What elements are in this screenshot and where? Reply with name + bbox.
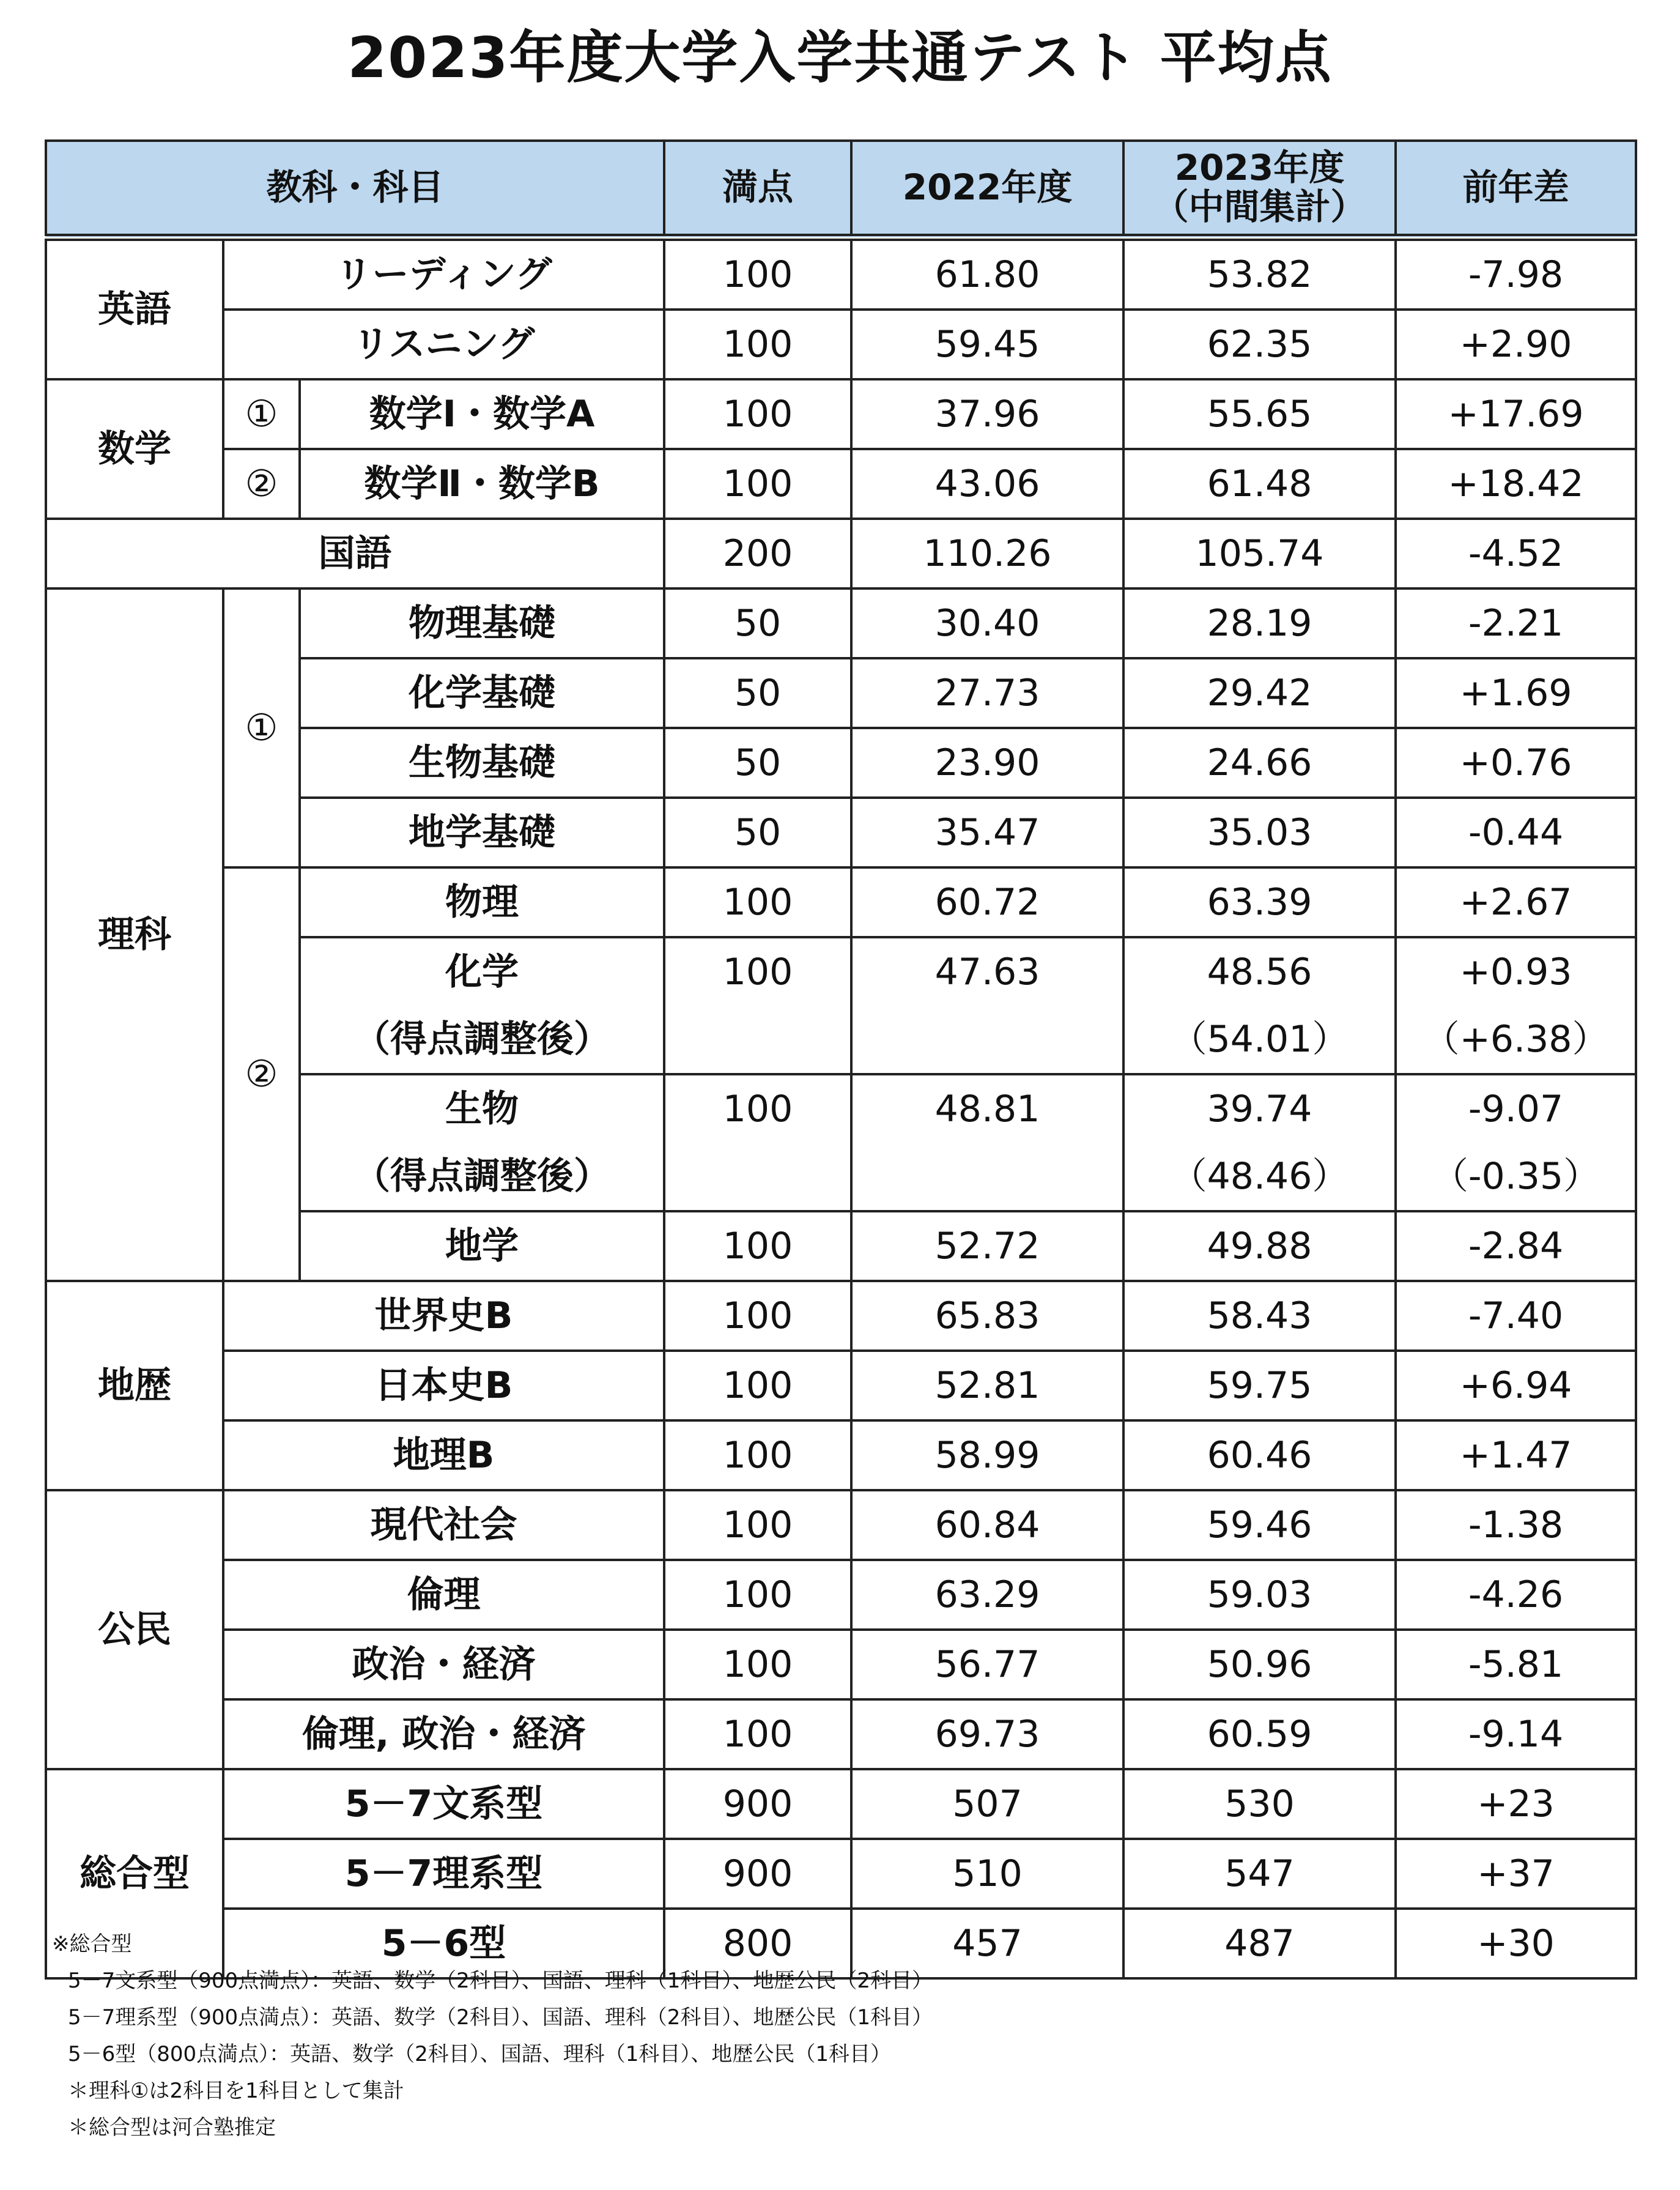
full-score: 100 (664, 1490, 851, 1560)
avg-2023: 61.48 (1123, 449, 1396, 519)
page-title: 2023年度大学入学共通テスト 平均点 (347, 25, 1333, 91)
subject-name: 5－7文系型 (223, 1769, 664, 1839)
full-score: 50 (664, 728, 851, 798)
diff-value: +17.69 (1396, 379, 1636, 449)
circled-number: ① (223, 379, 300, 449)
avg-2022: 110.26 (851, 519, 1123, 588)
avg-2022: 59.45 (851, 310, 1123, 379)
table-row (46, 1630, 1636, 1699)
diff-value: -4.52 (1396, 519, 1636, 588)
diff-value: +37 (1396, 1839, 1636, 1909)
diff-value: +30 (1396, 1909, 1636, 1978)
subject-name: 化学 (300, 937, 664, 1006)
full-score: 100 (664, 449, 851, 519)
header-2023-line1: 2023年度 (1174, 147, 1345, 189)
subject-name: 数学Ⅰ・数学A (300, 379, 664, 449)
diff-value: -1.38 (1396, 1490, 1636, 1560)
full-score: 100 (664, 379, 851, 449)
group-label-english: 英語 (46, 237, 223, 379)
full-score: 100 (664, 310, 851, 379)
full-score: 100 (664, 1211, 851, 1281)
full-score: 100 (664, 867, 851, 937)
header-2023-line2: （中間集計） (1153, 186, 1366, 228)
score-table (45, 139, 1637, 1980)
full-score: 100 (664, 1630, 851, 1699)
header-2022: 2022年度 (851, 141, 1123, 237)
header-row (46, 141, 1636, 237)
subject-name: 倫理, 政治・経済 (223, 1699, 664, 1769)
footnote-line: 5－7文系型（900点満点）：英語、数学（2科目）、国語、理科（1科目）、地歴公民（2科目） (68, 1969, 933, 1993)
avg-2022: 507 (851, 1769, 1123, 1839)
subject-name: 国語 (46, 519, 664, 588)
table-row (46, 1490, 1636, 1560)
subject-name: 地学基礎 (300, 798, 664, 867)
avg-2022: 43.06 (851, 449, 1123, 519)
diff-value: -4.26 (1396, 1560, 1636, 1630)
avg-2023: 24.66 (1123, 728, 1396, 798)
subject-name: リスニング (223, 310, 664, 379)
avg-2023: 28.19 (1123, 588, 1396, 658)
table-row (46, 379, 1636, 449)
diff-value: +1.47 (1396, 1420, 1636, 1490)
diff-value: +0.76 (1396, 728, 1636, 798)
avg-2022: 27.73 (851, 658, 1123, 728)
subject-name: 物理基礎 (300, 588, 664, 658)
avg-2023: 60.46 (1123, 1420, 1396, 1490)
full-score: 100 (664, 237, 851, 310)
avg-2022: 63.29 (851, 1560, 1123, 1630)
full-score: 50 (664, 658, 851, 728)
avg-2023: 63.39 (1123, 867, 1396, 937)
footnote-line: 5－6型（800点満点）：英語、数学（2科目）、国語、理科（1科目）、地歴公民（1科目） (68, 2042, 892, 2066)
avg-2022: 58.99 (851, 1420, 1123, 1490)
group-label-science: 理科 (46, 588, 223, 1281)
header-2023 (1123, 141, 1396, 237)
diff-value: -2.84 (1396, 1211, 1636, 1281)
avg-2023: 547 (1123, 1839, 1396, 1909)
full-score: 50 (664, 798, 851, 867)
avg-2023: 55.65 (1123, 379, 1396, 449)
full-score: 100 (664, 1281, 851, 1351)
full-score-empty (664, 1143, 851, 1211)
subject-name: 倫理 (223, 1560, 664, 1630)
table-row (46, 237, 1636, 310)
avg-2023: 530 (1123, 1769, 1396, 1839)
subject-name: 世界史B (223, 1281, 664, 1351)
full-score: 100 (664, 1699, 851, 1769)
avg-2022: 61.80 (851, 237, 1123, 310)
table-row (46, 1351, 1636, 1420)
avg-2022: 52.72 (851, 1211, 1123, 1281)
group-label-civics: 公民 (46, 1490, 223, 1769)
avg-2023: 105.74 (1123, 519, 1396, 588)
avg-2023: 59.75 (1123, 1351, 1396, 1420)
full-score: 100 (664, 1420, 851, 1490)
diff-value: +0.93 (1396, 937, 1636, 1006)
avg-2022: 56.77 (851, 1630, 1123, 1699)
adjusted-label: （得点調整後） (300, 1143, 664, 1211)
subject-name: 物理 (300, 867, 664, 937)
full-score: 900 (664, 1839, 851, 1909)
footnote-line: ＊総合型は河合塾推定 (68, 2115, 276, 2140)
avg-2023: 49.88 (1123, 1211, 1396, 1281)
table-row (46, 1281, 1636, 1351)
diff-value: +1.69 (1396, 658, 1636, 728)
table-row (46, 310, 1636, 379)
avg-2022: 52.81 (851, 1351, 1123, 1420)
subject-name: 地理B (223, 1420, 664, 1490)
avg-2023: 59.03 (1123, 1560, 1396, 1630)
subject-name: 5－6型 (223, 1909, 664, 1978)
avg-2022: 47.63 (851, 937, 1123, 1006)
footnote-line: ＊理科①は2科目を1科目として集計 (68, 2079, 404, 2103)
full-score: 100 (664, 1560, 851, 1630)
group-label-total: 総合型 (46, 1769, 223, 1978)
full-score: 900 (664, 1769, 851, 1839)
subject-name: 化学基礎 (300, 658, 664, 728)
subject-name: 5－7理系型 (223, 1839, 664, 1909)
group-label-math: 数学 (46, 379, 223, 519)
avg-2022: 35.47 (851, 798, 1123, 867)
avg-2022: 60.72 (851, 867, 1123, 937)
avg-2023-adjusted: （54.01） (1123, 1006, 1396, 1074)
footnote-line: 5－7理系型（900点満点）：英語、数学（2科目）、国語、理科（2科目）、地歴公民（1科目） (68, 2005, 933, 2030)
table-row (46, 1839, 1636, 1909)
table-row (46, 588, 1636, 658)
avg-2023: 487 (1123, 1909, 1396, 1978)
avg-2023: 62.35 (1123, 310, 1396, 379)
diff-value: +2.90 (1396, 310, 1636, 379)
subject-name: リーディング (223, 237, 664, 310)
diff-value: +6.94 (1396, 1351, 1636, 1420)
header-diff: 前年差 (1396, 141, 1636, 237)
full-score: 50 (664, 588, 851, 658)
circled-number: ① (223, 588, 300, 867)
avg-2023: 59.46 (1123, 1490, 1396, 1560)
diff-value-adjusted: （-0.35） (1396, 1143, 1636, 1211)
diff-value: -9.14 (1396, 1699, 1636, 1769)
full-score: 100 (664, 937, 851, 1006)
table-row (46, 519, 1636, 588)
diff-value: -7.98 (1396, 237, 1636, 310)
diff-value: +2.67 (1396, 867, 1636, 937)
diff-value: -5.81 (1396, 1630, 1636, 1699)
table-row (46, 1769, 1636, 1839)
subject-name: 数学Ⅱ・数学B (300, 449, 664, 519)
table-row (46, 449, 1636, 519)
avg-2023: 48.56 (1123, 937, 1396, 1006)
header-subject: 教科・科目 (46, 141, 664, 237)
adjusted-label: （得点調整後） (300, 1006, 664, 1074)
full-score: 100 (664, 1351, 851, 1420)
avg-2023: 29.42 (1123, 658, 1396, 728)
table-row (46, 1699, 1636, 1769)
full-score-empty (664, 1006, 851, 1074)
full-score: 800 (664, 1909, 851, 1978)
table-row (46, 1420, 1636, 1490)
avg-2023-adjusted: （48.46） (1123, 1143, 1396, 1211)
avg-2022: 69.73 (851, 1699, 1123, 1769)
avg-2022: 510 (851, 1839, 1123, 1909)
avg-2022: 37.96 (851, 379, 1123, 449)
avg-2022: 30.40 (851, 588, 1123, 658)
avg-2023: 50.96 (1123, 1630, 1396, 1699)
subject-name: 政治・経済 (223, 1630, 664, 1699)
footnote-heading: ※総合型 (52, 1932, 132, 1956)
avg-2022-empty (851, 1006, 1123, 1074)
full-score: 200 (664, 519, 851, 588)
table-row (46, 1560, 1636, 1630)
diff-value: +23 (1396, 1769, 1636, 1839)
diff-value: -2.21 (1396, 588, 1636, 658)
group-label-geohist: 地歴 (46, 1281, 223, 1490)
header-full: 満点 (664, 141, 851, 237)
diff-value: -9.07 (1396, 1074, 1636, 1143)
avg-2023: 39.74 (1123, 1074, 1396, 1143)
avg-2022: 457 (851, 1909, 1123, 1978)
avg-2022: 60.84 (851, 1490, 1123, 1560)
diff-value: -7.40 (1396, 1281, 1636, 1351)
circled-number: ② (223, 449, 300, 519)
subject-name: 日本史B (223, 1351, 664, 1420)
subject-name: 生物基礎 (300, 728, 664, 798)
diff-value: -0.44 (1396, 798, 1636, 867)
avg-2022-empty (851, 1143, 1123, 1211)
full-score: 100 (664, 1074, 851, 1143)
diff-value: +18.42 (1396, 449, 1636, 519)
avg-2023: 53.82 (1123, 237, 1396, 310)
subject-name: 生物 (300, 1074, 664, 1143)
circled-number: ② (223, 867, 300, 1281)
avg-2022: 48.81 (851, 1074, 1123, 1143)
subject-name: 地学 (300, 1211, 664, 1281)
avg-2023: 35.03 (1123, 798, 1396, 867)
table-row (46, 867, 1636, 937)
diff-value-adjusted: （+6.38） (1396, 1006, 1636, 1074)
avg-2022: 65.83 (851, 1281, 1123, 1351)
avg-2022: 23.90 (851, 728, 1123, 798)
subject-name: 現代社会 (223, 1490, 664, 1560)
avg-2023: 60.59 (1123, 1699, 1396, 1769)
footnotes (52, 1926, 1612, 2146)
avg-2023: 58.43 (1123, 1281, 1396, 1351)
